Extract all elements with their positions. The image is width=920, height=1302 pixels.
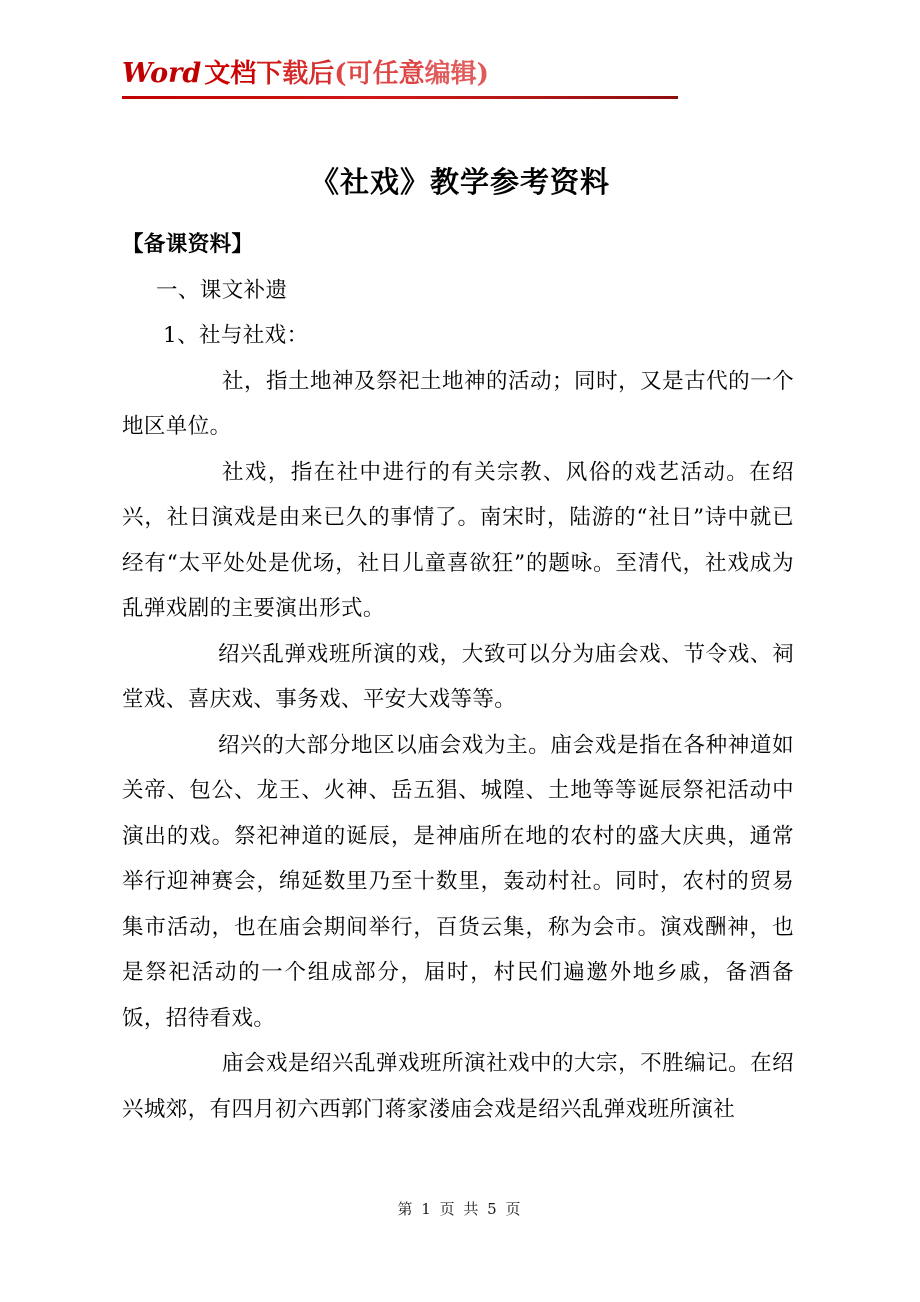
promo-underline-rule bbox=[122, 96, 678, 99]
list-item-one: 1、社与社戏： bbox=[163, 323, 309, 348]
promo-banner-text bbox=[122, 58, 682, 90]
promo-banner bbox=[122, 58, 682, 102]
paragraph-she-definition: 社，指土地神及祭祀土地神的活动；同时，又是古代的一个地区单位。 bbox=[122, 368, 794, 439]
promo-word-label: Word bbox=[122, 58, 202, 89]
subsection-heading-one: 一、课文补遗 bbox=[156, 277, 288, 303]
promo-segment-4: (可任意 bbox=[334, 59, 425, 89]
promo-segment-1: 文档 bbox=[204, 59, 257, 89]
page-title: 《社戏》教学参考资料 bbox=[309, 165, 610, 200]
paragraph-temple-fair-majority: 庙会戏是绍兴乱弹戏班所演社戏中的大宗，不胜编记。在绍兴城郊，有四月初六西郭门蒋家溇庙会戏是绍兴乱弹戏班所演社 bbox=[122, 1051, 794, 1122]
paragraph-troupe-categories: 绍兴乱弹戏班所演的戏，大致可以分为庙会戏、节令戏、祠堂戏、喜庆戏、事务戏、平安大戏等等。 bbox=[122, 641, 794, 712]
promo-segment-5: 编辑) bbox=[424, 59, 489, 89]
paragraph-shexi-definition: 社戏，指在社中进行的有关宗教、风俗的戏艺活动。在绍兴，社日演戏是由来已久的事情了。南宋时，陆游的“社日”诗中就已经有“太平处处是优场，社日儿童喜欲狂”的题咏。至清代，社戏成为乱弹戏剧的主要演出形式。 bbox=[122, 459, 794, 621]
section-heading-prep-materials: 【备课资料】 bbox=[122, 232, 254, 257]
promo-segment-2: 下 bbox=[256, 59, 283, 89]
paragraph-temple-fair-opera: 绍兴的大部分地区以庙会戏为主。庙会戏是指在各种神道如关帝、包公、龙王、火神、岳五猖、城隍、土地等等诞辰祭祀活动中演出的戏。祭祀神道的诞辰，是神庙所在地的农村的盛大庆典，通常举行迎神赛会，绵延数里乃至十数里，轰动村社。同时，农村的贸易集市活动，也在庙会期间举行，百货云集，称为会市。演戏酬神，也是祭祀活动的一个组成部分，届时，村民们遍邀外地乡戚，备酒备饭，招待看戏。 bbox=[122, 732, 794, 1031]
page-footer: 第 1 页 共 5 页 bbox=[397, 1200, 523, 1218]
promo-segment-3: 载后 bbox=[282, 59, 335, 89]
document-body bbox=[122, 222, 794, 1132]
